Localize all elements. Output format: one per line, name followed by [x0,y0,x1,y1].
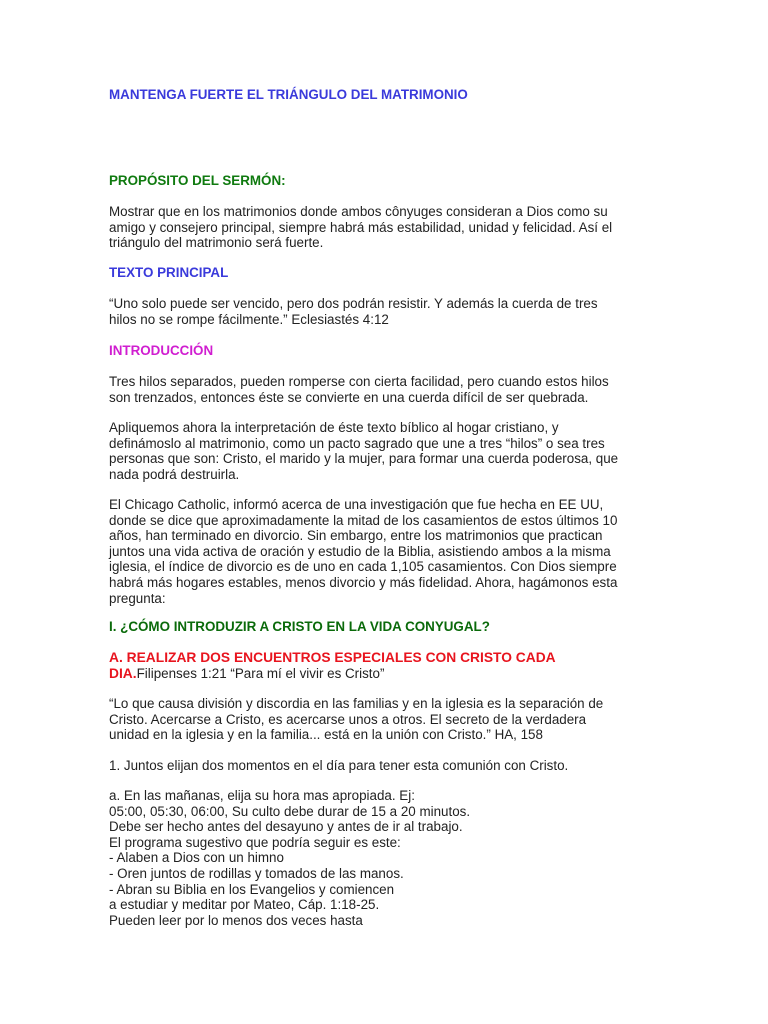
texto-principal-heading: TEXTO PRINCIPAL [109,265,229,280]
list-item: Debe ser hecho antes del desayuno y antes de ir al trabajo. [109,819,463,835]
list-item: - Alaben a Dios con un himno [109,850,284,866]
proposito-paragraph [109,204,669,251]
text-line: definámoslo al matrimonio, como un pacto sagrado que une a tres “hilos” o sea tres [109,435,605,451]
list-item: - Oren juntos de rodillas y tomados de las manos. [109,865,404,881]
list-item: a estudiar y meditar por Mateo, Cáp. 1:18-25. [109,897,380,913]
text-line: donde se dice que aproximadamente la mitad de los casamientos de estos últimos 10 [109,512,618,528]
point-1: 1. Juntos elijan dos momentos en el día para tener esta comunión con Cristo. [109,758,569,773]
text-line: hilos no se rompe fácilmente.” Eclesiastés 4:12 [109,311,389,327]
text-line: Apliquemos ahora la interpretación de éste texto bíblico al hogar cristiano, y [109,420,559,435]
point-a-list [109,788,669,928]
list-item: - Abran su Biblia en los Evangelios y comiencen [109,881,395,897]
text-line: personas que son: Cristo, el marido y la mujer, para formar una cuerda poderosa, que [109,451,619,467]
text-line: iglesia, el índice de divorcio es de uno en cada 1,105 casamientos. Con Dios siempre [109,559,617,575]
text-line: pregunta: [109,590,166,606]
text-line: “Lo que causa división y discordia en las familias y en la iglesia es la separación de [109,696,604,711]
proposito-heading: PROPÓSITO DEL SERMÓN: [109,173,286,188]
list-item: a. En las mañanas, elija su hora mas apropiada. Ej: [109,788,415,803]
text-line: juntos una vida activa de oración y estudio de la Biblia, asistiendo ambos a la misma [109,543,611,559]
section-a-heading-block [109,650,669,681]
text-line: habrá más hogares estables, menos divorcio y más fidelidad. Ahora, hagámonos esta [109,574,618,590]
text-line: son trenzados, entonces éste se convierte en una cuerda difícil de ser quebrada. [109,389,589,405]
text-line: amigo y consejero principal, siempre habrá más estabilidad, unidad y felicidad. Así el [109,219,613,235]
text-line: unidad en la iglesia y en la familia... está en la unión con Cristo.” HA, 158 [109,727,543,743]
texto-principal-paragraph [109,296,669,327]
text-line: Tres hilos separados, pueden romperse con cierta facilidad, pero cuando estos hilos [109,374,609,389]
introduccion-paragraph-2 [109,420,669,482]
introduccion-paragraph-3 [109,497,669,606]
introduccion-heading: INTRODUCCIÓN [109,343,214,358]
document-title: MANTENGA FUERTE EL TRIÁNGULO DEL MATRIMONIO [109,87,468,102]
text-line: El Chicago Catholic, informó acerca de una investigación que fue hecha en EE UU, [109,497,604,512]
section-a-verse: Filipenses 1:21 “Para mí el vivir es Cristo” [136,665,385,681]
text-line: años, han terminado en divorcio. Sin embargo, entre los matrimonios que practican [109,528,603,544]
section-a-heading-line-2: DIA. [109,665,137,681]
list-item: Pueden leer por lo menos dos veces hasta [109,912,363,928]
section-1-heading: I. ¿CÓMO INTRODUZIR A CRISTO EN LA VIDA CONYUGAL? [109,619,490,634]
text-line: nada podrá destruirla. [109,466,240,482]
text-line: triángulo del matrimonio será fuerte. [109,235,324,251]
text-line: Cristo. Acercarse a Cristo, es acercarse unos a otros. El secreto de la verdadera [109,711,587,727]
section-a-quote [109,696,669,743]
list-item: 05:00, 05:30, 06:00, Su culto debe durar de 15 a 20 minutos. [109,803,471,819]
section-a-heading-line-1: A. REALIZAR DOS ENCUENTROS ESPECIALES CON CRISTO CADA [109,650,556,665]
list-item: El programa sugestivo que podría seguir es este: [109,834,401,850]
text-line: “Uno solo puede ser vencido, pero dos podrán resistir. Y además la cuerda de tres [109,296,598,311]
introduccion-paragraph-1 [109,374,669,405]
text-line: Mostrar que en los matrimonios donde ambos cônyuges consideran a Dios como su [109,204,608,219]
